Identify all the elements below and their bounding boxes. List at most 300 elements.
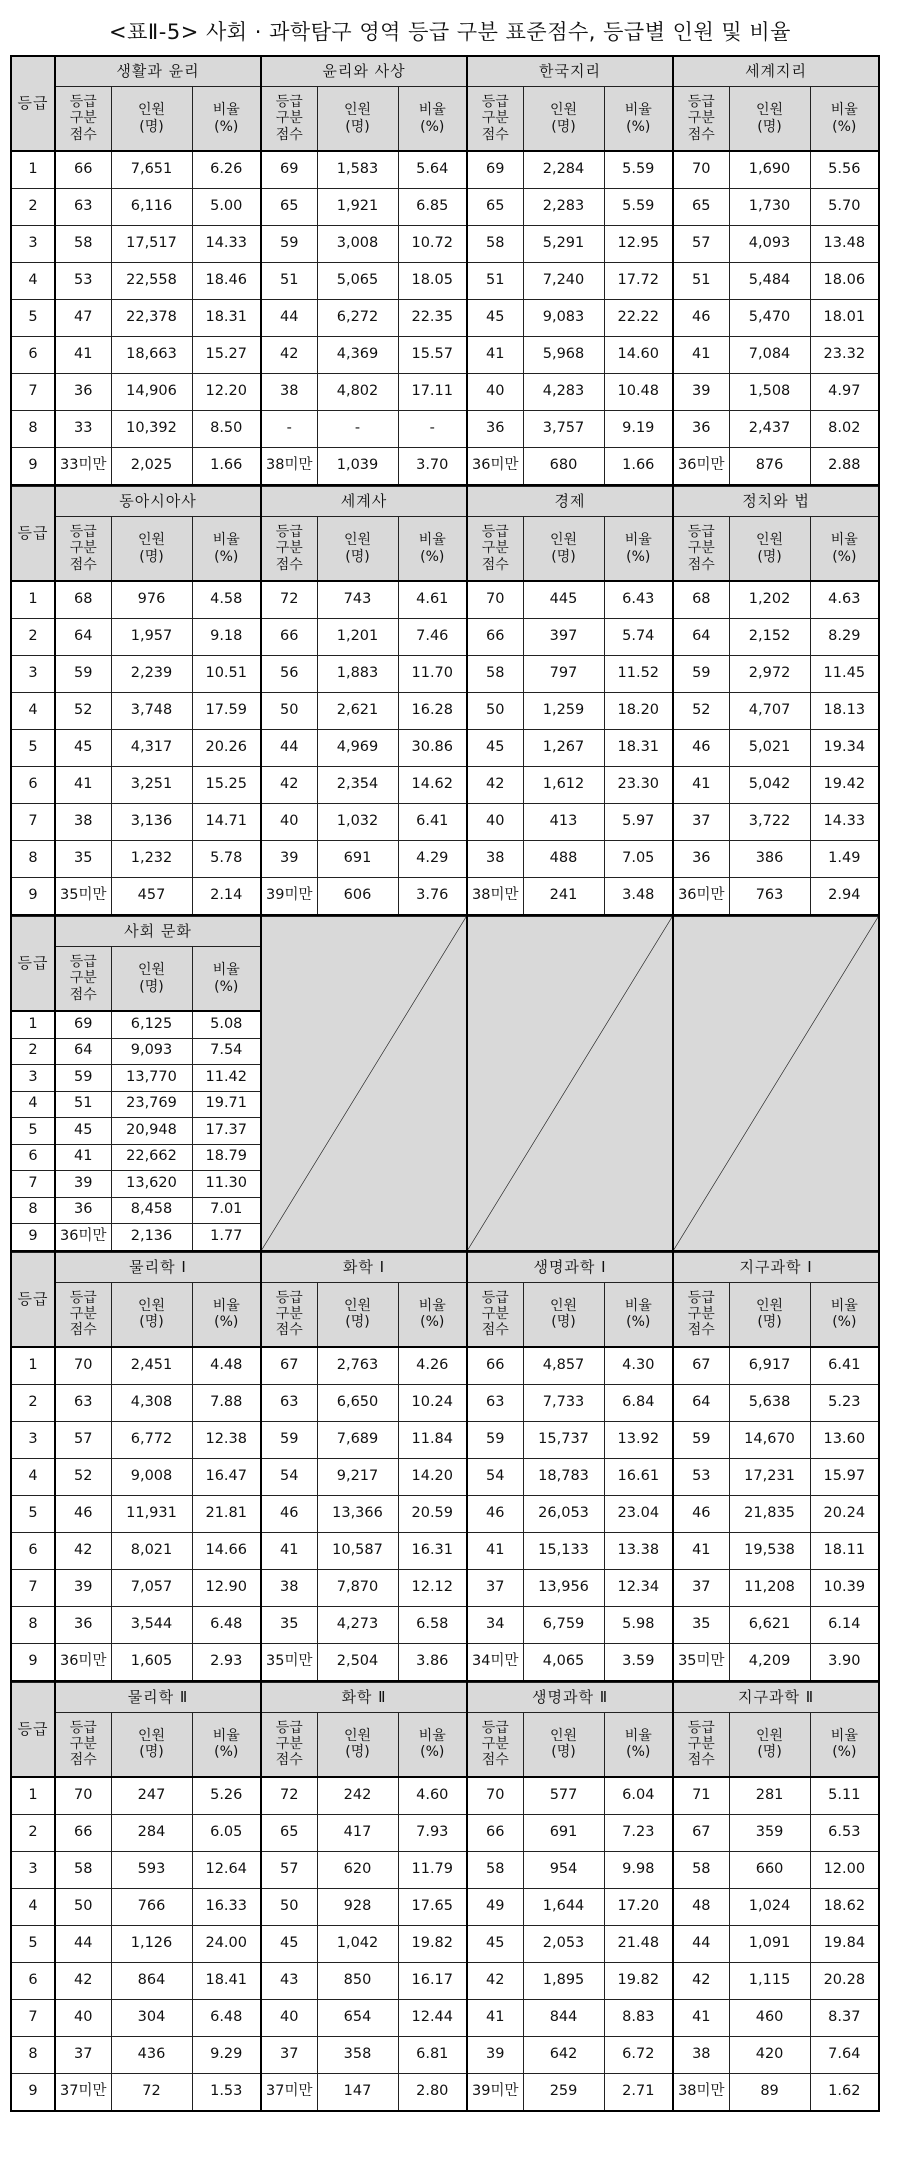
cutoff-cell: 59: [467, 1421, 523, 1458]
ratio-cell: 17.59: [192, 693, 261, 730]
grade-table: [10, 916, 880, 1252]
cutoff-cell: 37: [673, 804, 729, 841]
ratio-header: 비율 (%): [604, 87, 673, 152]
ratio-header: 비율 (%): [810, 87, 879, 152]
ratio-cell: 24.00: [192, 1925, 261, 1962]
cutoff-cell: 41: [55, 337, 111, 374]
ratio-cell: 16.61: [604, 1458, 673, 1495]
cutoff-cell: 70: [55, 1347, 111, 1385]
count-cell: 3,757: [523, 411, 604, 448]
cutoff-cell: 41: [261, 1532, 317, 1569]
table-row: [11, 2073, 879, 2111]
ratio-cell: 18.31: [192, 300, 261, 337]
ratio-cell: 3.48: [604, 878, 673, 916]
count-header: 인원 (명): [523, 1282, 604, 1347]
table-row: [11, 1814, 879, 1851]
count-cell: 9,093: [111, 1038, 192, 1065]
ratio-cell: 14.71: [192, 804, 261, 841]
count-cell: 7,651: [111, 151, 192, 189]
grade-cell: 4: [11, 693, 55, 730]
count-header: 인원 (명): [317, 1712, 398, 1777]
cutoff-cell: 41: [673, 767, 729, 804]
count-cell: 9,217: [317, 1458, 398, 1495]
ratio-cell: 22.22: [604, 300, 673, 337]
ratio-cell: 18.05: [398, 263, 467, 300]
grade-cell: 3: [11, 656, 55, 693]
count-cell: -: [317, 411, 398, 448]
cutoff-cell: 66: [467, 1814, 523, 1851]
count-cell: 15,737: [523, 1421, 604, 1458]
cutoff-cell: 43: [261, 1962, 317, 1999]
page-title: <표Ⅱ-5> 사회 · 과학탐구 영역 등급 구분 표준점수, 등급별 인원 및 비율: [109, 20, 791, 44]
count-cell: 8,458: [111, 1197, 192, 1224]
ratio-cell: 12.34: [604, 1569, 673, 1606]
ratio-cell: 12.95: [604, 226, 673, 263]
ratio-cell: 13.38: [604, 1532, 673, 1569]
count-cell: 766: [111, 1888, 192, 1925]
count-cell: 1,583: [317, 151, 398, 189]
ratio-cell: 6.48: [192, 1606, 261, 1643]
grade-cell: 2: [11, 1038, 55, 1065]
grade-cell: 8: [11, 2036, 55, 2073]
count-cell: 642: [523, 2036, 604, 2073]
cutoff-cell: 38: [673, 2036, 729, 2073]
count-cell: 1,730: [729, 189, 810, 226]
grade-table: [10, 1682, 880, 2112]
grade-header: 등급: [11, 1252, 55, 1347]
cutoff-cell: 45: [467, 730, 523, 767]
count-cell: 1,605: [111, 1643, 192, 1681]
ratio-cell: 1.66: [192, 448, 261, 486]
count-cell: 386: [729, 841, 810, 878]
ratio-cell: 19.84: [810, 1925, 879, 1962]
cutoff-cell: 37: [55, 2036, 111, 2073]
ratio-cell: 11.70: [398, 656, 467, 693]
grade-header: 등급: [11, 56, 55, 151]
count-cell: 7,733: [523, 1384, 604, 1421]
ratio-cell: 6.41: [810, 1347, 879, 1385]
count-cell: 7,240: [523, 263, 604, 300]
count-cell: 460: [729, 1999, 810, 2036]
ratio-cell: 1.62: [810, 2073, 879, 2111]
grade-cell: 4: [11, 263, 55, 300]
ratio-cell: 14.33: [192, 226, 261, 263]
ratio-cell: 16.47: [192, 1458, 261, 1495]
count-cell: 5,291: [523, 226, 604, 263]
grade-cell: 7: [11, 1999, 55, 2036]
cutoff-cell: 36미만: [55, 1643, 111, 1681]
count-cell: 850: [317, 1962, 398, 1999]
ratio-header: 비율 (%): [398, 517, 467, 582]
count-cell: 844: [523, 1999, 604, 2036]
count-cell: 928: [317, 1888, 398, 1925]
cutoff-header: 등급 구분 점수: [673, 87, 729, 152]
cutoff-cell: 63: [55, 189, 111, 226]
subject-name: 지구과학 Ⅱ: [673, 1682, 879, 1712]
grade-cell: 1: [11, 581, 55, 619]
cutoff-cell: 67: [261, 1347, 317, 1385]
subject-name: 화학 Ⅱ: [261, 1682, 467, 1712]
ratio-cell: 5.64: [398, 151, 467, 189]
ratio-cell: 21.81: [192, 1495, 261, 1532]
cutoff-cell: 59: [673, 656, 729, 693]
empty-diagonal-cell: [261, 917, 467, 1251]
count-cell: 1,201: [317, 619, 398, 656]
count-cell: 247: [111, 1777, 192, 1815]
ratio-cell: 22.35: [398, 300, 467, 337]
count-cell: 1,232: [111, 841, 192, 878]
cutoff-cell: 52: [55, 693, 111, 730]
ratio-cell: 1.53: [192, 2073, 261, 2111]
cutoff-cell: 42: [55, 1962, 111, 1999]
ratio-cell: 12.20: [192, 374, 261, 411]
count-header: 인원 (명): [317, 87, 398, 152]
cutoff-header: 등급 구분 점수: [55, 517, 111, 582]
ratio-header: 비율 (%): [192, 87, 261, 152]
grade-table: [10, 55, 880, 486]
cutoff-cell: 40: [261, 1999, 317, 2036]
count-cell: 593: [111, 1851, 192, 1888]
count-cell: 1,921: [317, 189, 398, 226]
count-cell: 6,272: [317, 300, 398, 337]
ratio-cell: 3.70: [398, 448, 467, 486]
count-cell: 457: [111, 878, 192, 916]
grade-cell: 8: [11, 411, 55, 448]
count-cell: 1,126: [111, 1925, 192, 1962]
count-cell: 1,202: [729, 581, 810, 619]
ratio-cell: 3.86: [398, 1643, 467, 1681]
table-row: [11, 581, 879, 619]
count-cell: 6,759: [523, 1606, 604, 1643]
cutoff-cell: 36미만: [467, 448, 523, 486]
cutoff-header: 등급 구분 점수: [55, 87, 111, 152]
cutoff-cell: 33: [55, 411, 111, 448]
count-header: 인원 (명): [111, 517, 192, 582]
cutoff-cell: 59: [261, 226, 317, 263]
subject-name: 세계지리: [673, 56, 879, 87]
cutoff-cell: 37: [261, 2036, 317, 2073]
cutoff-cell: 38: [55, 804, 111, 841]
ratio-cell: 20.28: [810, 1962, 879, 1999]
grade-cell: 6: [11, 337, 55, 374]
count-cell: 436: [111, 2036, 192, 2073]
cutoff-cell: 39: [467, 2036, 523, 2073]
ratio-cell: 9.19: [604, 411, 673, 448]
ratio-cell: 18.01: [810, 300, 879, 337]
cutoff-header: 등급 구분 점수: [55, 1282, 111, 1347]
count-cell: 284: [111, 1814, 192, 1851]
ratio-cell: 2.14: [192, 878, 261, 916]
count-cell: 17,231: [729, 1458, 810, 1495]
ratio-cell: 10.72: [398, 226, 467, 263]
cutoff-cell: 36: [55, 1606, 111, 1643]
count-cell: 1,024: [729, 1888, 810, 1925]
count-cell: 3,748: [111, 693, 192, 730]
table-row: [11, 1888, 879, 1925]
ratio-cell: 8.37: [810, 1999, 879, 2036]
cutoff-cell: 45: [261, 1925, 317, 1962]
cutoff-cell: 66: [467, 1347, 523, 1385]
count-header: 인원 (명): [111, 1712, 192, 1777]
cutoff-cell: 45: [467, 300, 523, 337]
count-cell: 4,283: [523, 374, 604, 411]
ratio-cell: 8.29: [810, 619, 879, 656]
count-cell: 763: [729, 878, 810, 916]
cutoff-cell: 41: [55, 767, 111, 804]
cutoff-cell: 64: [673, 619, 729, 656]
cutoff-cell: 51: [261, 263, 317, 300]
cutoff-cell: 33미만: [55, 448, 111, 486]
ratio-cell: 6.72: [604, 2036, 673, 2073]
count-cell: 18,663: [111, 337, 192, 374]
count-cell: 14,670: [729, 1421, 810, 1458]
count-cell: 6,116: [111, 189, 192, 226]
ratio-cell: 6.43: [604, 581, 673, 619]
count-cell: 4,857: [523, 1347, 604, 1385]
grade-table: [10, 1252, 880, 1682]
count-cell: 22,558: [111, 263, 192, 300]
cutoff-cell: 36미만: [55, 1224, 111, 1251]
count-cell: 3,136: [111, 804, 192, 841]
grade-cell: 3: [11, 1065, 55, 1092]
ratio-cell: 16.17: [398, 1962, 467, 1999]
grade-cell: 5: [11, 1495, 55, 1532]
table-row: [11, 1777, 879, 1815]
ratio-cell: 12.64: [192, 1851, 261, 1888]
ratio-cell: 6.41: [398, 804, 467, 841]
ratio-cell: 11.45: [810, 656, 879, 693]
ratio-cell: 16.33: [192, 1888, 261, 1925]
cutoff-cell: 38미만: [673, 2073, 729, 2111]
cutoff-header: 등급 구분 점수: [467, 87, 523, 152]
ratio-header: 비율 (%): [604, 1282, 673, 1347]
cutoff-cell: 56: [261, 656, 317, 693]
count-cell: 1,612: [523, 767, 604, 804]
count-cell: 1,690: [729, 151, 810, 189]
grade-cell: 9: [11, 878, 55, 916]
ratio-header: 비율 (%): [604, 517, 673, 582]
count-header: 인원 (명): [111, 947, 192, 1012]
count-cell: 359: [729, 1814, 810, 1851]
count-cell: 6,125: [111, 1011, 192, 1038]
ratio-cell: 9.18: [192, 619, 261, 656]
grade-header: 등급: [11, 917, 55, 1012]
table-row: [11, 263, 879, 300]
ratio-header: 비율 (%): [604, 1712, 673, 1777]
count-header: 인원 (명): [729, 1712, 810, 1777]
count-header: 인원 (명): [729, 517, 810, 582]
count-cell: 1,508: [729, 374, 810, 411]
ratio-cell: 18.41: [192, 1962, 261, 1999]
count-cell: 4,317: [111, 730, 192, 767]
ratio-cell: 5.97: [604, 804, 673, 841]
cutoff-cell: 35: [261, 1606, 317, 1643]
ratio-cell: 6.26: [192, 151, 261, 189]
table-row: [11, 1458, 879, 1495]
ratio-cell: 7.64: [810, 2036, 879, 2073]
cutoff-cell: 38: [467, 841, 523, 878]
cutoff-cell: 68: [673, 581, 729, 619]
cutoff-cell: 72: [261, 581, 317, 619]
count-cell: 242: [317, 1777, 398, 1815]
table-row: [11, 1999, 879, 2036]
count-cell: 18,783: [523, 1458, 604, 1495]
cutoff-cell: 58: [673, 1851, 729, 1888]
count-cell: 743: [317, 581, 398, 619]
grade-cell: 5: [11, 300, 55, 337]
subject-name: 화학 Ⅰ: [261, 1252, 467, 1282]
cutoff-cell: 38: [261, 1569, 317, 1606]
cutoff-cell: 42: [261, 767, 317, 804]
table-row: [11, 2036, 879, 2073]
cutoff-cell: 35: [673, 1606, 729, 1643]
table-row: [11, 693, 879, 730]
cutoff-cell: 54: [261, 1458, 317, 1495]
cutoff-cell: 46: [467, 1495, 523, 1532]
cutoff-header: 등급 구분 점수: [261, 87, 317, 152]
count-cell: 2,283: [523, 189, 604, 226]
count-cell: 577: [523, 1777, 604, 1815]
ratio-cell: 2.93: [192, 1643, 261, 1681]
count-cell: 1,042: [317, 1925, 398, 1962]
cutoff-cell: 37미만: [55, 2073, 111, 2111]
cutoff-cell: 41: [467, 1999, 523, 2036]
count-cell: 11,931: [111, 1495, 192, 1532]
count-cell: 606: [317, 878, 398, 916]
count-cell: 7,057: [111, 1569, 192, 1606]
count-cell: 420: [729, 2036, 810, 2073]
count-cell: 2,239: [111, 656, 192, 693]
ratio-cell: 18.31: [604, 730, 673, 767]
cutoff-cell: 42: [467, 1962, 523, 1999]
cutoff-cell: 36: [467, 411, 523, 448]
cutoff-header: 등급 구분 점수: [673, 1712, 729, 1777]
grade-cell: 3: [11, 1851, 55, 1888]
subject-name: 한국지리: [467, 56, 673, 87]
table-row: [11, 1384, 879, 1421]
count-cell: 6,917: [729, 1347, 810, 1385]
count-cell: 3,008: [317, 226, 398, 263]
cutoff-cell: 59: [673, 1421, 729, 1458]
cutoff-cell: 58: [467, 226, 523, 263]
count-cell: 4,969: [317, 730, 398, 767]
cutoff-cell: 45: [55, 730, 111, 767]
count-cell: 5,021: [729, 730, 810, 767]
ratio-cell: 17.11: [398, 374, 467, 411]
subject-name: 생활과 윤리: [55, 56, 261, 87]
ratio-cell: 13.48: [810, 226, 879, 263]
count-cell: 876: [729, 448, 810, 486]
count-cell: 660: [729, 1851, 810, 1888]
cutoff-cell: 50: [261, 1888, 317, 1925]
count-cell: 1,115: [729, 1962, 810, 1999]
ratio-cell: 17.65: [398, 1888, 467, 1925]
count-cell: 413: [523, 804, 604, 841]
table-row: [11, 1962, 879, 1999]
ratio-cell: 5.56: [810, 151, 879, 189]
cutoff-cell: 38: [261, 374, 317, 411]
grade-tables: [10, 55, 878, 2112]
ratio-cell: 3.90: [810, 1643, 879, 1681]
cutoff-cell: 68: [55, 581, 111, 619]
table-row: [11, 1925, 879, 1962]
cutoff-cell: 41: [673, 1999, 729, 2036]
ratio-cell: 4.30: [604, 1347, 673, 1385]
grade-cell: 2: [11, 189, 55, 226]
ratio-cell: 2.71: [604, 2073, 673, 2111]
cutoff-cell: 58: [55, 1851, 111, 1888]
ratio-cell: 23.04: [604, 1495, 673, 1532]
cutoff-cell: 36: [673, 841, 729, 878]
ratio-cell: 2.94: [810, 878, 879, 916]
count-cell: 4,093: [729, 226, 810, 263]
cutoff-cell: 40: [467, 804, 523, 841]
ratio-cell: 14.66: [192, 1532, 261, 1569]
cutoff-header: 등급 구분 점수: [467, 517, 523, 582]
cutoff-cell: 42: [673, 1962, 729, 1999]
grade-cell: 5: [11, 1118, 55, 1145]
ratio-cell: 14.33: [810, 804, 879, 841]
ratio-cell: 19.42: [810, 767, 879, 804]
count-cell: 13,770: [111, 1065, 192, 1092]
table-row: [11, 411, 879, 448]
ratio-cell: 7.54: [192, 1038, 261, 1065]
cutoff-cell: 46: [261, 1495, 317, 1532]
ratio-cell: 8.02: [810, 411, 879, 448]
cutoff-cell: 41: [467, 337, 523, 374]
count-cell: 5,470: [729, 300, 810, 337]
ratio-header: 비율 (%): [810, 1712, 879, 1777]
grade-cell: 2: [11, 619, 55, 656]
ratio-cell: 19.34: [810, 730, 879, 767]
cutoff-cell: 58: [467, 656, 523, 693]
ratio-cell: 10.51: [192, 656, 261, 693]
count-header: 인원 (명): [111, 87, 192, 152]
count-cell: 13,366: [317, 1495, 398, 1532]
count-cell: 417: [317, 1814, 398, 1851]
table-row: [11, 730, 879, 767]
ratio-cell: 12.12: [398, 1569, 467, 1606]
cutoff-cell: 36미만: [673, 878, 729, 916]
cutoff-cell: 42: [55, 1532, 111, 1569]
table-row: [11, 1347, 879, 1385]
ratio-cell: 20.59: [398, 1495, 467, 1532]
ratio-cell: 6.84: [604, 1384, 673, 1421]
grade-cell: 3: [11, 1421, 55, 1458]
cutoff-cell: 39: [55, 1569, 111, 1606]
count-cell: 4,273: [317, 1606, 398, 1643]
cutoff-cell: 38미만: [467, 878, 523, 916]
count-cell: 22,378: [111, 300, 192, 337]
count-cell: 72: [111, 2073, 192, 2111]
count-header: 인원 (명): [111, 1282, 192, 1347]
grade-cell: 6: [11, 1144, 55, 1171]
cutoff-cell: 41: [467, 1532, 523, 1569]
ratio-cell: 4.63: [810, 581, 879, 619]
cutoff-cell: 66: [55, 151, 111, 189]
count-cell: 147: [317, 2073, 398, 2111]
ratio-cell: 18.11: [810, 1532, 879, 1569]
table-row: [11, 189, 879, 226]
count-cell: 2,763: [317, 1347, 398, 1385]
cutoff-cell: 35미만: [673, 1643, 729, 1681]
cutoff-cell: 64: [55, 619, 111, 656]
count-cell: 4,065: [523, 1643, 604, 1681]
cutoff-cell: 35미만: [55, 878, 111, 916]
count-cell: 304: [111, 1999, 192, 2036]
ratio-header: 비율 (%): [192, 947, 261, 1012]
cutoff-cell: 65: [261, 189, 317, 226]
